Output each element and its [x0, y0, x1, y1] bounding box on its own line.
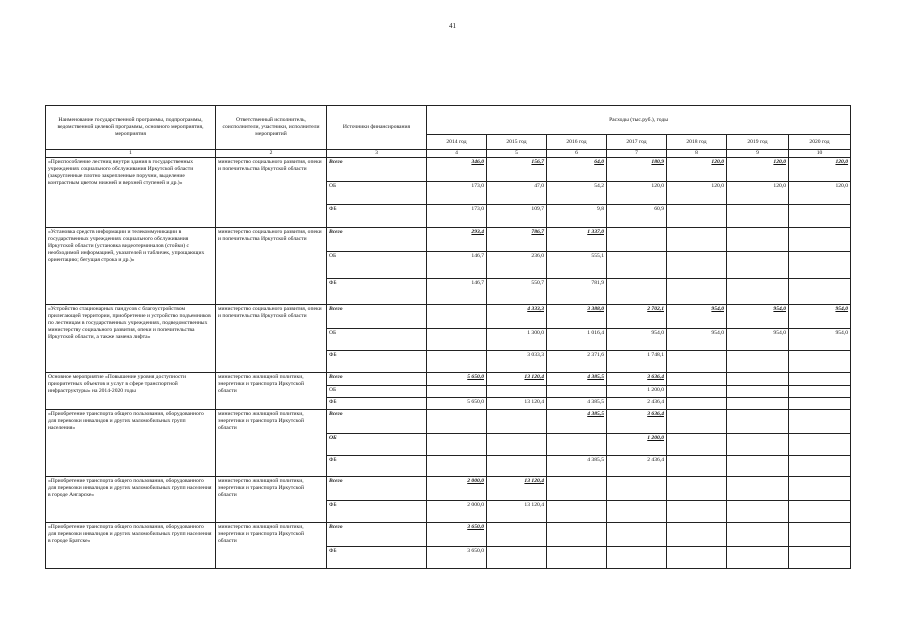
amount-cell: 120,0	[789, 157, 851, 181]
table-row	[46, 409, 851, 433]
amount-cell	[727, 476, 789, 500]
table-row	[46, 227, 851, 251]
funding-source: ФБ	[327, 397, 427, 409]
amount-cell	[667, 455, 727, 476]
amount-cell	[607, 251, 667, 278]
amount-cell	[487, 455, 547, 476]
amount-cell: 954,0	[667, 304, 727, 328]
amount-cell: 4 333,3	[487, 304, 547, 328]
amount-cell: 4 385,5	[547, 455, 607, 476]
amount-cell: 293,4	[427, 227, 487, 251]
amount-cell: 120,0	[667, 157, 727, 181]
amount-cell	[607, 227, 667, 251]
funding-source: ОБ	[327, 385, 427, 397]
amount-cell: 4 385,5	[547, 372, 607, 385]
amount-cell	[789, 455, 851, 476]
amount-cell: 1 748,1	[607, 350, 667, 372]
amount-cell	[789, 350, 851, 372]
amount-cell	[727, 433, 789, 455]
amount-cell: 3 636,4	[607, 372, 667, 385]
amount-cell: 120,0	[667, 181, 727, 204]
amount-cell	[727, 455, 789, 476]
amount-cell	[667, 278, 727, 304]
responsible-executor: министерство жилищной политики, энергетики и транспорта Иркутской области	[216, 476, 327, 522]
amount-cell: 954,0	[727, 304, 789, 328]
table-row	[46, 522, 851, 546]
funding-source: ФБ	[327, 546, 427, 568]
amount-cell: 54,2	[547, 181, 607, 204]
amount-cell: 60,9	[607, 204, 667, 227]
funding-source: ФБ	[327, 455, 427, 476]
amount-cell: 954,0	[607, 328, 667, 350]
amount-cell: 346,0	[427, 157, 487, 181]
amount-cell: 120,0	[727, 157, 789, 181]
amount-cell	[547, 500, 607, 522]
funding-source: ФБ	[327, 500, 427, 522]
activity-name: «Приобретение транспорта общего пользования, оборудованного для перевозки инвалидов и других маломобильных групп населения»	[46, 409, 216, 476]
responsible-executor: министерство социального развития, опеки и попечительства Иркутской области	[216, 304, 327, 372]
column-number: 5	[487, 150, 547, 158]
amount-cell: 1 016,4	[547, 328, 607, 350]
amount-cell	[727, 546, 789, 568]
amount-cell	[547, 522, 607, 546]
amount-cell: 954,0	[789, 328, 851, 350]
table-row	[46, 476, 851, 500]
header-name: Наименование государственной программы, подпрограммы, ведомственной целевой программы, основного мероприятия, мероприятия	[46, 106, 216, 150]
amount-cell	[789, 522, 851, 546]
amount-cell	[487, 433, 547, 455]
responsible-executor: министерство жилищной политики, энергетики и транспорта Иркутской области	[216, 522, 327, 568]
amount-cell	[607, 546, 667, 568]
funding-source: ФБ	[327, 350, 427, 372]
amount-cell: 2 371,6	[547, 350, 607, 372]
amount-cell: 4 385,5	[547, 397, 607, 409]
responsible-executor: министерство жилищной политики, энергетики и транспорта Иркутской области	[216, 409, 327, 476]
amount-cell: 5 650,0	[427, 372, 487, 385]
column-number: 9	[727, 150, 789, 158]
amount-cell: 550,7	[487, 278, 547, 304]
amount-cell	[607, 500, 667, 522]
table-row	[46, 372, 851, 385]
amount-cell	[727, 522, 789, 546]
funding-source: ФБ	[327, 204, 427, 227]
amount-cell	[427, 350, 487, 372]
amount-cell: 4 385,5	[547, 409, 607, 433]
amount-cell	[789, 278, 851, 304]
amount-cell: 954,0	[727, 328, 789, 350]
header-year: 2020 год	[789, 135, 851, 150]
amount-cell	[427, 385, 487, 397]
amount-cell: 146,7	[427, 278, 487, 304]
funding-source: Всего	[327, 304, 427, 328]
amount-cell	[427, 433, 487, 455]
amount-cell: 236,0	[487, 251, 547, 278]
amount-cell	[667, 251, 727, 278]
amount-cell	[667, 409, 727, 433]
amount-cell: 555,1	[547, 251, 607, 278]
activity-name: Основное мероприятие «Повышение уровня доступности приоритетных объектов и услуг в сфере транспортной инфраструктуры» на 2014-2020 годы	[46, 372, 216, 409]
amount-cell: 3 033,3	[487, 350, 547, 372]
column-number: 3	[327, 150, 427, 158]
funding-source: Всего	[327, 476, 427, 500]
amount-cell	[667, 476, 727, 500]
funding-source: Всего	[327, 409, 427, 433]
header-executor: Ответственный исполнитель, соисполнители, участники, исполнители мероприятий	[216, 106, 327, 150]
amount-cell	[727, 385, 789, 397]
header-year: 2019 год	[727, 135, 789, 150]
amount-cell	[607, 522, 667, 546]
amount-cell: 13 120,4	[487, 476, 547, 500]
amount-cell	[667, 227, 727, 251]
activity-name: «Приспособление лестниц внутри здания в государственных учреждениях социального обслуживания Иркутской области (закругленные плотно закрепленные поручни, выделение контрастным цветом нижней и верхней ступеней и др.)»	[46, 157, 216, 227]
responsible-executor: министерство жилищной политики, энергетики и транспорта Иркутской области	[216, 372, 327, 409]
amount-cell	[727, 227, 789, 251]
amount-cell	[667, 372, 727, 385]
amount-cell	[547, 385, 607, 397]
funding-source: ОБ	[327, 251, 427, 278]
column-number: 10	[789, 150, 851, 158]
header-year: 2017 год	[607, 135, 667, 150]
amount-cell	[727, 397, 789, 409]
funding-source: Всего	[327, 522, 427, 546]
funding-source: ОБ	[327, 328, 427, 350]
amount-cell: 2 436,4	[607, 397, 667, 409]
amount-cell	[667, 350, 727, 372]
amount-cell: 2 702,1	[607, 304, 667, 328]
header-year: 2014 год	[427, 135, 487, 150]
header-year: 2016 год	[547, 135, 607, 150]
amount-cell	[667, 204, 727, 227]
activity-name: «Устройство стационарных пандусов с благоустройством прилегающей территории, приобретение и устройство подъемников по лестницам в государственных учреждениях, подведомственных министерству социального развития, опеки и попечительства Иркутской области, а также замена лифта»	[46, 304, 216, 372]
amount-cell	[547, 433, 607, 455]
amount-cell	[789, 397, 851, 409]
amount-cell	[607, 476, 667, 500]
amount-cell	[789, 204, 851, 227]
responsible-executor: министерство социального развития, опеки и попечительства Иркутской области	[216, 157, 327, 227]
amount-cell: 786,7	[487, 227, 547, 251]
funding-source: ОБ	[327, 181, 427, 204]
column-number: 4	[427, 150, 487, 158]
amount-cell	[789, 372, 851, 385]
funding-source: Всего	[327, 157, 427, 181]
amount-cell: 120,0	[607, 181, 667, 204]
funding-source: Всего	[327, 227, 427, 251]
amount-cell	[487, 522, 547, 546]
amount-cell: 156,7	[487, 157, 547, 181]
budget-table	[45, 105, 851, 569]
amount-cell	[789, 409, 851, 433]
table-row	[46, 304, 851, 328]
amount-cell	[427, 409, 487, 433]
amount-cell: 109,7	[487, 204, 547, 227]
amount-cell	[487, 409, 547, 433]
activity-name: «Установка средств информации и телекоммуникации в государственных учреждениях социального обслуживания Иркутской области (установка видеотерминалов (стойки) с необходимой информацией, указателей и табличек, упрощающих ориентацию; бегущая строка и др.)»	[46, 227, 216, 304]
amount-cell: 2 436,4	[607, 455, 667, 476]
amount-cell	[427, 328, 487, 350]
amount-cell: 3 636,4	[607, 409, 667, 433]
funding-source: Всего	[327, 372, 427, 385]
responsible-executor: министерство социального развития, опеки и попечительства Иркутской области	[216, 227, 327, 304]
amount-cell	[667, 546, 727, 568]
column-number: 8	[667, 150, 727, 158]
amount-cell	[667, 397, 727, 409]
amount-cell	[727, 350, 789, 372]
amount-cell	[727, 500, 789, 522]
amount-cell	[547, 546, 607, 568]
amount-cell	[789, 500, 851, 522]
amount-cell	[427, 304, 487, 328]
amount-cell	[789, 476, 851, 500]
column-number: 2	[216, 150, 327, 158]
amount-cell: 146,7	[427, 251, 487, 278]
activity-name: «Приобретение транспорта общего пользования, оборудованного для перевозки инвалидов и других маломобильных групп населения в городе Ангарске»	[46, 476, 216, 522]
amount-cell	[727, 251, 789, 278]
page-number: 41	[449, 22, 456, 30]
activity-name: «Приобретение транспорта общего пользования, оборудованного для перевозки инвалидов и других маломобильных групп населения в городе Братске»	[46, 522, 216, 568]
amount-cell: 173,0	[427, 181, 487, 204]
header-year: 2018 год	[667, 135, 727, 150]
amount-cell: 13 120,4	[487, 500, 547, 522]
header-source: Источники финансирования	[327, 106, 427, 150]
amount-cell: 47,0	[487, 181, 547, 204]
table-row	[46, 157, 851, 181]
amount-cell: 954,0	[667, 328, 727, 350]
amount-cell: 781,9	[547, 278, 607, 304]
amount-cell	[427, 455, 487, 476]
amount-cell	[727, 204, 789, 227]
amount-cell	[667, 433, 727, 455]
amount-cell: 64,0	[547, 157, 607, 181]
amount-cell: 9,8	[547, 204, 607, 227]
amount-cell: 5 650,0	[427, 397, 487, 409]
amount-cell	[727, 278, 789, 304]
amount-cell	[667, 385, 727, 397]
amount-cell: 180,9	[607, 157, 667, 181]
amount-cell: 1 337,0	[547, 227, 607, 251]
amount-cell	[667, 522, 727, 546]
amount-cell: 2 000,0	[427, 476, 487, 500]
amount-cell	[789, 227, 851, 251]
amount-cell	[789, 251, 851, 278]
amount-cell	[487, 385, 547, 397]
amount-cell	[789, 385, 851, 397]
amount-cell	[727, 372, 789, 385]
amount-cell	[487, 546, 547, 568]
table-body	[46, 157, 851, 568]
amount-cell	[607, 278, 667, 304]
amount-cell: 13 120,4	[487, 372, 547, 385]
funding-source: ФБ	[327, 278, 427, 304]
funding-source: ОБ	[327, 433, 427, 455]
amount-cell: 954,0	[789, 304, 851, 328]
amount-cell: 1 200,0	[607, 385, 667, 397]
amount-cell: 13 120,4	[487, 397, 547, 409]
amount-cell: 173,0	[427, 204, 487, 227]
amount-cell: 3 388,0	[547, 304, 607, 328]
column-number: 6	[547, 150, 607, 158]
amount-cell	[789, 433, 851, 455]
amount-cell: 120,0	[727, 181, 789, 204]
amount-cell	[667, 500, 727, 522]
amount-cell: 1 200,0	[607, 433, 667, 455]
header-year: 2015 год	[487, 135, 547, 150]
column-number: 1	[46, 150, 216, 158]
amount-cell: 1 300,0	[487, 328, 547, 350]
column-number: 7	[607, 150, 667, 158]
header-spending: Расходы (тыс.руб.), годы	[427, 106, 851, 135]
amount-cell	[727, 409, 789, 433]
amount-cell: 3 650,0	[427, 546, 487, 568]
amount-cell	[789, 546, 851, 568]
amount-cell: 120,0	[789, 181, 851, 204]
amount-cell: 3 650,0	[427, 522, 487, 546]
amount-cell: 2 000,0	[427, 500, 487, 522]
amount-cell	[547, 476, 607, 500]
